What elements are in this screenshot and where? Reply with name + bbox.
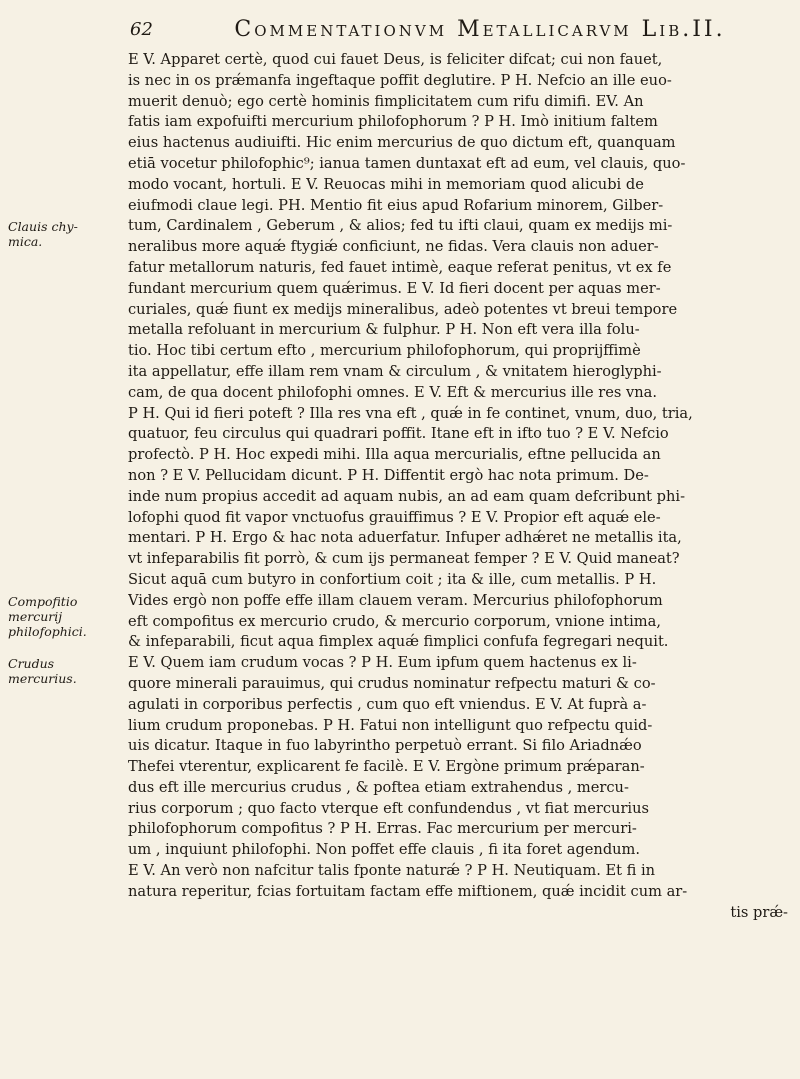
text-line: E V. Quem iam crudum vocas ? P H. Eum ipfum quem hactenus ex li- <box>128 654 637 672</box>
text-line: lofophi quod fit vapor vnctuofus grauiffimus ? E V. Propior eft aquǽ ele- <box>128 508 661 526</box>
margin-note <box>8 656 120 686</box>
text-line: vt infeparabilis fit porrò, & cum ijs permaneat femper ? E V. Quid maneat? <box>128 550 680 568</box>
margin-note <box>8 594 120 639</box>
text-line: eft compofitus ex mercurio crudo, & mercurio corporum, vnione intima, <box>128 612 661 630</box>
text-line: tio. Hoc tibi certum efto , mercurium philofophorum, qui proprijffimè <box>128 342 641 360</box>
text-line: non ? E V. Pellucidam dicunt. P H. Diffentit ergò hac nota primum. De- <box>128 466 649 484</box>
text-line: modo vocant, hortuli. E V. Reuocas mihi in memoriam quod alicubi de <box>128 175 644 193</box>
text-line: etiā vocetur philofophic⁹; ianua tamen duntaxat eft ad eum, vel clauis, quo- <box>128 154 686 172</box>
page-number: 62 <box>130 18 153 40</box>
text-line: profectò. P H. Hoc expedi mihi. Illa aqua mercurialis, eftne pellucida an <box>128 446 661 464</box>
text-line: tis prǽ- <box>730 903 788 921</box>
text-line: & infeparabili, ficut aqua fimplex aquǽ fimplici confufa fegregari nequit. <box>128 633 669 651</box>
text-line: rius corporum ; quo facto vterque eft confundendus , vt fiat mercurius <box>128 799 649 817</box>
text-line: fatis iam expofuifti mercurium philofophorum ? P H. Imò initium faltem <box>128 113 658 131</box>
text-line: ita appellatur, effe illam rem vnam & circulum , & vnitatem hieroglyphi- <box>128 362 662 380</box>
running-title: Commentationvm Metallicarvm Lib.II. <box>234 16 726 42</box>
text-line: tum, Cardinalem , Geberum , & alios; fed tu ifti claui, quam ex medijs mi- <box>128 217 673 235</box>
text-line: um , inquiunt philofophi. Non poffet effe clauis , fi ita foret agendum. <box>128 841 641 859</box>
margin-note-line: mercurij <box>8 608 63 624</box>
text-line: mentari. P H. Ergo & hac nota aduerfatur. Infuper adhǽret ne metallis ita, <box>128 529 682 547</box>
text-line: neralibus more aquǽ ftygiǽ conficiunt, ne fidas. Vera clauis non aduer- <box>128 238 659 256</box>
page-header <box>130 14 780 44</box>
text-line: eiufmodi claue legi. PH. Mentio fit eius apud Rofarium minorem, Gilber- <box>128 196 664 214</box>
text-line: cam, de qua docent philofophi omnes. E V. Eft & mercurius ille res vna. <box>128 383 657 401</box>
text-line: agulati in corporibus perfectis , cum quo eft vniendus. E V. At fuprà a- <box>128 695 647 713</box>
text-line: inde num propius accedit ad aquam nubis, an ad eam quam defcribunt phi- <box>128 487 686 505</box>
margin-note-line: mica. <box>8 234 43 250</box>
margin-note-line: Compofitio <box>8 593 78 609</box>
main-text <box>128 50 788 923</box>
text-line: dus eft ille mercurius crudus , & poftea etiam extrahendus , mercu- <box>128 778 629 796</box>
text-line: quore minerali parauimus, qui crudus nominatur refpectu maturi & co- <box>128 674 656 692</box>
text-line: fundant mercurium quem quǽrimus. E V. Id fieri docent per aquas mer- <box>128 279 661 297</box>
text-line: quatuor, feu circulus qui quadrari poffit. Itane eft in ifto tuo ? E V. Nefcio <box>128 425 669 443</box>
text-line: philofophorum compofitus ? P H. Erras. Fac mercurium per mercuri- <box>128 820 637 838</box>
text-line: eius hactenus audiuifti. Hic enim mercurius de quo dictum eft, quanquam <box>128 134 676 152</box>
text-line: E V. An verò non nafcitur talis fponte naturǽ ? P H. Neutiquam. Et fi in <box>128 862 656 880</box>
margin-note-line: Crudus <box>8 656 55 672</box>
text-line: Vides ergò non poffe effe illam clauem veram. Mercurius philofophorum <box>128 591 663 609</box>
text-line: metalla refoluant in mercurium & fulphur. P H. Non eft vera illa folu- <box>128 321 640 339</box>
text-line: P H. Qui id fieri poteft ? Illa res vna eft , quǽ in fe continet, vnum, duo, tria, <box>128 404 693 422</box>
text-line: E V. Apparet certè, quod cui fauet Deus, is feliciter difcat; cui non fauet, <box>128 51 663 68</box>
margin-note-line: Clauis chy- <box>8 219 78 235</box>
text-line: Thefei vterentur, explicarent fe facilè. E V. Ergòne primum prǽparan- <box>128 758 645 776</box>
text-line: fatur metallorum naturis, fed fauet intimè, eaque referat penitus, vt ex fe <box>128 258 672 276</box>
margin-note-line: philofophici. <box>8 623 87 639</box>
text-line: muerit denuò; ego certè hominis fimplicitatem cum rifu dimifi. EV. An <box>128 92 644 110</box>
text-line: natura reperitur, fcias fortuitam factam effe miftionem, quǽ incidit cum ar- <box>128 882 688 900</box>
text-line: curiales, quǽ fiunt ex medijs mineralibus, adeò potentes vt breui tempore <box>128 300 678 318</box>
text-line: is nec in os prǽmanfa ingeftaque poffit deglutire. P H. Nefcio an ille euo- <box>128 71 672 89</box>
margin-note-line: mercurius. <box>8 671 77 687</box>
text-line: Sicut aquā cum butyro in confortium coit ; ita & ille, cum metallis. P H. <box>128 570 657 588</box>
text-line: uis dicatur. Itaque in fuo labyrintho perpetuò errant. Si filo Ariadnǽo <box>128 737 642 755</box>
margin-note <box>8 219 120 249</box>
text-line: lium crudum proponebas. P H. Fatui non intelligunt quo refpectu quid- <box>128 716 653 734</box>
